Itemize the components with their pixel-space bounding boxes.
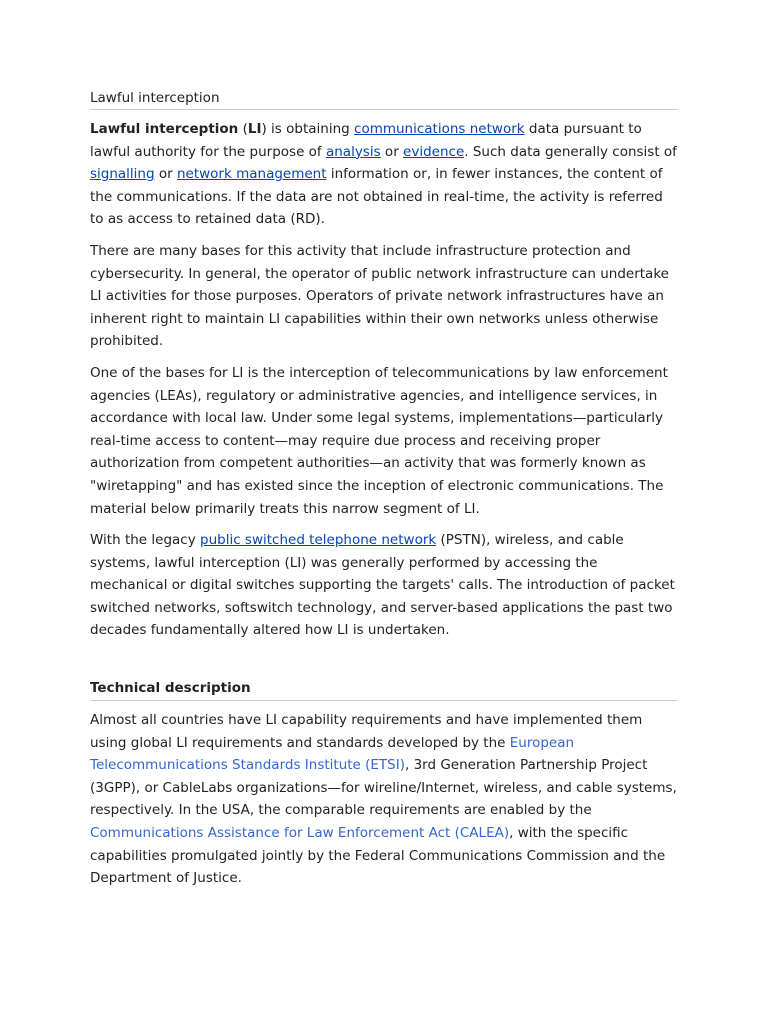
intro-paragraph-4 — [90, 529, 678, 642]
text: (PSTN), wireless, and cable systems, lawful interception (LI) was generally performed by accessing the mechanical or digital switches supporting the targets' calls. The introduction of packet switched networks, softswitch technology, and server-based applications the past two decades fundamentally altered how LI is undertaken. — [90, 532, 675, 639]
text: ) is obtaining — [261, 121, 355, 137]
text: data pursuant to lawful authority for the purpose of — [90, 121, 642, 160]
text: information or, in fewer instances, the content of the communications. If the data are not obtained in real-time, the activity is referred to as access to retained data (RD). — [90, 166, 663, 228]
link-network-management[interactable]: network management — [176, 166, 327, 183]
link-communications-network[interactable]: communications network — [354, 121, 525, 137]
text: or — [154, 166, 177, 183]
text: . Such data generally consist of — [464, 143, 677, 160]
link-analysis[interactable]: analysis — [325, 143, 381, 160]
text: , with the specific capabilities promulgated jointly by the Federal Communications Commission and the Department of Justice. — [90, 825, 666, 887]
intro-paragraph-1 — [90, 118, 678, 231]
link-evidence[interactable]: evidence — [403, 143, 465, 160]
link-signalling[interactable]: signalling — [90, 166, 155, 183]
article — [90, 88, 678, 899]
link-etsi[interactable]: European Telecommunications Standards Institute (ETSI) — [90, 734, 575, 774]
section-heading-technical-description: Technical description — [90, 678, 678, 701]
link-pstn[interactable]: public switched telephone network — [200, 532, 437, 549]
page-title: Lawful interception — [90, 88, 678, 110]
bold-term: Lawful interception — [90, 121, 239, 137]
bold-abbr: LI — [247, 121, 262, 137]
link-calea[interactable]: Communications Assistance for Law Enforcement Act (CALEA) — [90, 825, 510, 842]
text: ( — [238, 121, 248, 137]
technical-paragraph-1 — [90, 709, 678, 890]
text: Almost all countries have LI capability requirements and have implemented them using global LI requirements and standards developed by the — [90, 712, 643, 751]
text: , 3rd Generation Partnership Project (3GPP), or CableLabs organizations—for wireline/Internet, wireless, and cable systems, respectively. In the USA, the comparable requirements are enabled by the — [90, 757, 677, 819]
text: or — [380, 143, 404, 160]
intro-paragraph-3: One of the bases for LI is the interception of telecommunications by law enforcement agencies (LEAs), regulatory or administrative agencies, and intelligence services, in accordance with local law. Under some legal systems, implementations—particularly real-time access to content—may require due process and receiving proper authorization from competent authorities—an activity that was formerly known as "wiretapping" and has existed since the inception of electronic communications. The material below primarily treats this narrow segment of LI. — [90, 364, 668, 517]
text: With the legacy — [90, 532, 200, 549]
intro-paragraph-2: There are many bases for this activity that include infrastructure protection and cybersecurity. In general, the operator of public network infrastructure can undertake LI activities for those purposes. Operators of private network infrastructures have an inherent right to maintain LI capabilities within their own networks unless otherwise prohibited. — [90, 242, 669, 350]
